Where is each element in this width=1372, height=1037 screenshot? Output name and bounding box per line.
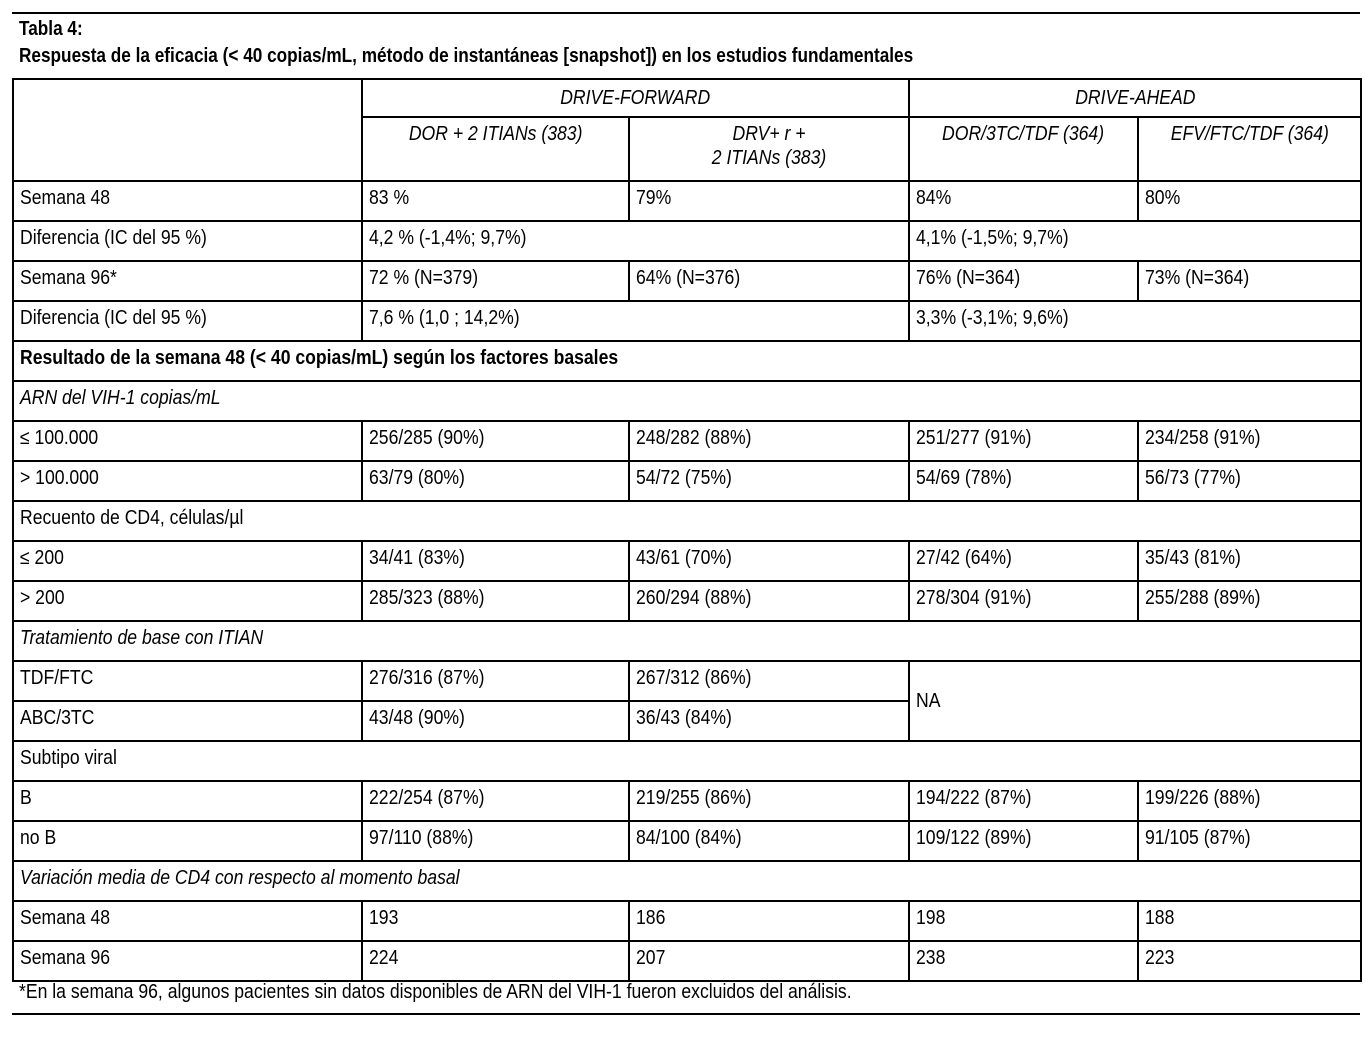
header-drive-ahead: DRIVE-AHEAD — [909, 79, 1361, 117]
cell: 276/316 (87%) — [362, 661, 629, 701]
table-row-cd4-w48 — [13, 901, 1361, 941]
cell: 91/105 (87%) — [1138, 821, 1361, 861]
cell: 255/288 (89%) — [1138, 581, 1361, 621]
table-row-week96 — [13, 261, 1361, 301]
cell: 84/100 (84%) — [629, 821, 909, 861]
section-heading: Resultado de la semana 48 (< 40 copias/mL) según los factores basales — [13, 341, 1361, 381]
cell: 3,3% (-3,1%; 9,6%) — [909, 301, 1361, 341]
row-label: Semana 96 — [13, 941, 362, 981]
cell: 222/254 (87%) — [362, 781, 629, 821]
cell: 207 — [629, 941, 909, 981]
cell: 76% (N=364) — [909, 261, 1138, 301]
cell: 36/43 (84%) — [629, 701, 909, 741]
cell: 73% (N=364) — [1138, 261, 1361, 301]
cell: 278/304 (91%) — [909, 581, 1138, 621]
subheading-cd4-change: Variación media de CD4 con respecto al momento basal — [13, 861, 1361, 901]
subheading-row-cd4-change — [13, 861, 1361, 901]
cell: 34/41 (83%) — [362, 541, 629, 581]
row-label: TDF/FTC — [13, 661, 362, 701]
cell: 234/258 (91%) — [1138, 421, 1361, 461]
cell: 188 — [1138, 901, 1361, 941]
row-label: Semana 48 — [13, 181, 362, 221]
subheading-row-subtype — [13, 741, 1361, 781]
cell: 186 — [629, 901, 909, 941]
table-caption-label: Tabla 4: — [19, 18, 83, 40]
cell: 198 — [909, 901, 1138, 941]
section-heading-row — [13, 341, 1361, 381]
table-row-subtype-nob — [13, 821, 1361, 861]
cell: 251/277 (91%) — [909, 421, 1138, 461]
table-row-diff96 — [13, 301, 1361, 341]
table-row-rna-gt — [13, 461, 1361, 501]
bottom-rule — [12, 1013, 1360, 1015]
cell: 56/73 (77%) — [1138, 461, 1361, 501]
cell: 238 — [909, 941, 1138, 981]
cell-na: NA — [909, 661, 1361, 741]
row-label: ABC/3TC — [13, 701, 362, 741]
subheading-rna: ARN del VIH-1 copias/mL — [13, 381, 1361, 421]
row-label: B — [13, 781, 362, 821]
header-col-efv-ftc-tdf: EFV/FTC/TDF (364) — [1138, 117, 1361, 181]
cell: 4,2 % (-1,4%; 9,7%) — [362, 221, 909, 261]
row-label: no B — [13, 821, 362, 861]
row-label: Semana 48 — [13, 901, 362, 941]
cell: 43/61 (70%) — [629, 541, 909, 581]
cell: 4,1% (-1,5%; 9,7%) — [909, 221, 1361, 261]
cell: 219/255 (86%) — [629, 781, 909, 821]
efficacy-table — [12, 78, 1362, 982]
header-col-dor-itians: DOR + 2 ITIANs (383) — [362, 117, 629, 181]
row-label: Semana 96* — [13, 261, 362, 301]
row-label: ≤ 100.000 — [13, 421, 362, 461]
subheading-row-rna — [13, 381, 1361, 421]
subheading-row-cd4 — [13, 501, 1361, 541]
cell: 224 — [362, 941, 629, 981]
subheading-cd4: Recuento de CD4, células/µl — [13, 501, 1361, 541]
cell: 194/222 (87%) — [909, 781, 1138, 821]
cell: 72 % (N=379) — [362, 261, 629, 301]
header-col-drv-r-itians: DRV+ r + 2 ITIANs (383) — [629, 117, 909, 181]
cell: 80% — [1138, 181, 1361, 221]
cell: 223 — [1138, 941, 1361, 981]
cell: 109/122 (89%) — [909, 821, 1138, 861]
table-row-cd4-le — [13, 541, 1361, 581]
table-caption-title: Respuesta de la eficacia (< 40 copias/mL, método de instantáneas [snapshot]) en los estudios fundamentales — [19, 45, 914, 67]
cell: 97/110 (88%) — [362, 821, 629, 861]
cell: 54/72 (75%) — [629, 461, 909, 501]
cell: 43/48 (90%) — [362, 701, 629, 741]
row-label: ≤ 200 — [13, 541, 362, 581]
row-label: Diferencia (IC del 95 %) — [13, 221, 362, 261]
cell: 64% (N=376) — [629, 261, 909, 301]
cell: 54/69 (78%) — [909, 461, 1138, 501]
row-label: Diferencia (IC del 95 %) — [13, 301, 362, 341]
table-row-week48 — [13, 181, 1361, 221]
table-row-cd4-gt — [13, 581, 1361, 621]
cell: 63/79 (80%) — [362, 461, 629, 501]
table-row-rna-le — [13, 421, 1361, 461]
row-label: > 100.000 — [13, 461, 362, 501]
cell: 260/294 (88%) — [629, 581, 909, 621]
cell: 84% — [909, 181, 1138, 221]
header-drive-forward: DRIVE-FORWARD — [362, 79, 909, 117]
cell: 285/323 (88%) — [362, 581, 629, 621]
header-col-dor-3tc-tdf: DOR/3TC/TDF (364) — [909, 117, 1138, 181]
table-footnote: *En la semana 96, algunos pacientes sin datos disponibles de ARN del VIH-1 fueron excluidos del análisis. — [19, 981, 852, 1003]
cell: 79% — [629, 181, 909, 221]
cell: 248/282 (88%) — [629, 421, 909, 461]
table-row-diff48 — [13, 221, 1361, 261]
cell: 83 % — [362, 181, 629, 221]
subheading-subtype: Subtipo viral — [13, 741, 1361, 781]
header-empty-cell — [13, 79, 362, 181]
cell: 27/42 (64%) — [909, 541, 1138, 581]
header-group-row — [13, 79, 1361, 117]
cell: 267/312 (86%) — [629, 661, 909, 701]
table-row-cd4-w96 — [13, 941, 1361, 981]
top-rule — [12, 12, 1360, 14]
cell: 7,6 % (1,0 ; 14,2%) — [362, 301, 909, 341]
cell: 199/226 (88%) — [1138, 781, 1361, 821]
row-label: > 200 — [13, 581, 362, 621]
table-row-subtype-b — [13, 781, 1361, 821]
cell: 35/43 (81%) — [1138, 541, 1361, 581]
subheading-nrti: Tratamiento de base con ITIAN — [13, 621, 1361, 661]
table-row-tdf-ftc — [13, 661, 1361, 701]
subheading-row-nrti — [13, 621, 1361, 661]
cell: 193 — [362, 901, 629, 941]
cell: 256/285 (90%) — [362, 421, 629, 461]
